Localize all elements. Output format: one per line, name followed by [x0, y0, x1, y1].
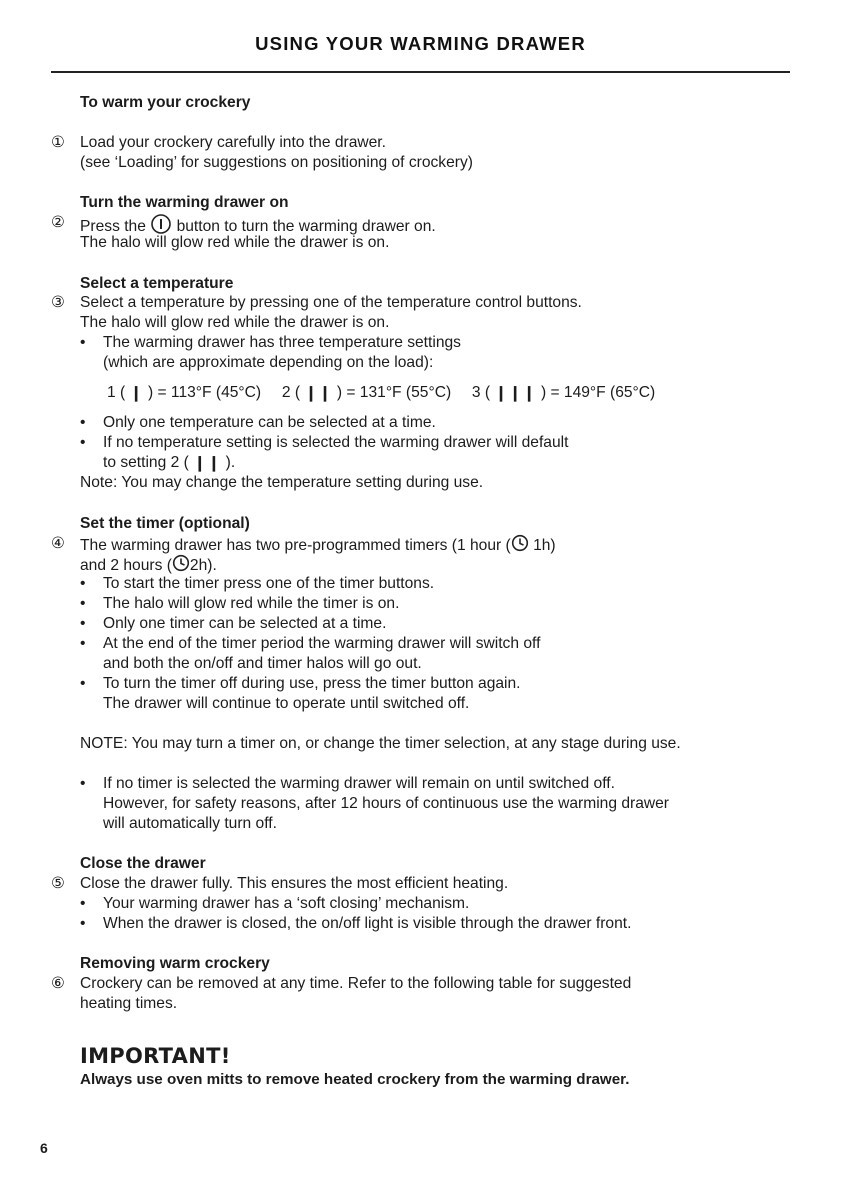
bullet: •	[80, 334, 86, 351]
remove-line1: Crockery can be removed at any time. Refer to the following table for suggested	[80, 975, 632, 992]
header-divider	[51, 71, 790, 73]
temp-bullet3-line2	[103, 453, 235, 474]
timer-bullet-cont: and both the on/off and timer halos will go out.	[103, 655, 422, 672]
close-bullet1: Your warming drawer has a ‘soft closing’ mechanism.	[103, 895, 470, 912]
step-number-2: ②	[51, 214, 65, 231]
step-number-1: ①	[51, 134, 65, 151]
bullet: •	[80, 434, 86, 451]
heading-close-drawer: Close the drawer	[80, 855, 206, 872]
step-number-4: ④	[51, 535, 65, 552]
timer-2h-label: 2h	[189, 557, 208, 575]
heading-warm-crockery: To warm your crockery	[80, 94, 251, 111]
setting1-prefix: 1 (	[107, 384, 126, 401]
clock-icon	[511, 534, 529, 558]
step3-line2: The halo will glow red while the drawer is on.	[80, 314, 390, 331]
page-title: USING YOUR WARMING DRAWER	[255, 33, 586, 54]
temp-note: Note: You may change the temperature setting during use.	[80, 474, 484, 491]
step-number-5: ⑤	[51, 875, 65, 892]
temp-level-2-icon: ❙❙	[304, 385, 333, 402]
heading-select-temperature: Select a temperature	[80, 275, 234, 292]
step3-line1: Select a temperature by pressing one of the temperature control buttons.	[80, 294, 582, 311]
timer-1h-label: 1h	[533, 537, 551, 555]
heading-turn-on: Turn the warming drawer on	[80, 194, 289, 211]
important-heading: IMPORTANT!	[80, 1044, 231, 1068]
temp-level-1-icon: ❙	[129, 385, 144, 402]
timer-note: NOTE: You may turn a timer on, or change the timer selection, at any stage during use.	[80, 735, 681, 752]
heading-removing-crockery: Removing warm crockery	[80, 955, 270, 972]
timer-extra-line: However, for safety reasons, after 12 hours of continuous use the warming drawer	[103, 795, 669, 812]
temp-bullet3-post: ).	[225, 454, 236, 471]
timer-extra-line: If no timer is selected the warming drawer will remain on until switched off.	[103, 775, 615, 792]
step2-text-b: button to turn the warming drawer on.	[176, 218, 436, 236]
step-number-6: ⑥	[51, 975, 65, 992]
timer-line1-close: )	[550, 537, 556, 555]
timer-line1-text: The warming drawer has two pre-programmed timers (1 hour (	[80, 537, 511, 555]
temp-level-2-icon: ❙❙	[193, 455, 222, 472]
temp-bullet1-line2: (which are approximate depending on the load):	[103, 354, 434, 371]
temp-bullet3-line1: If no temperature setting is selected the warming drawer will default	[103, 434, 569, 451]
setting2-prefix: 2 (	[281, 384, 301, 401]
step2-line2: The halo will glow red while the drawer is on.	[80, 234, 390, 251]
temp-level-3-icon: ❙❙❙	[494, 385, 537, 402]
bullet: •	[80, 615, 86, 632]
step1-line1: Load your crockery carefully into the drawer.	[80, 134, 386, 151]
timer-bullet: At the end of the timer period the warming drawer will switch off	[103, 635, 541, 652]
page-number: 6	[40, 1140, 48, 1156]
timer-extra-line: will automatically turn off.	[103, 815, 277, 832]
bullet: •	[80, 575, 86, 592]
temp-bullet1-line1: The warming drawer has three temperature settings	[103, 334, 461, 351]
temperature-settings-row	[107, 383, 655, 404]
setting1-value: ) = 113°F (45°C)	[147, 384, 262, 401]
setting3-value: ) = 149°F (65°C)	[540, 384, 656, 401]
close-bullet2: When the drawer is closed, the on/off light is visible through the drawer front.	[103, 915, 632, 932]
bullet: •	[80, 414, 86, 431]
step-number-3: ③	[51, 294, 65, 311]
bullet: •	[80, 915, 86, 932]
step2-text-a: Press the	[80, 218, 146, 236]
temp-bullet3-pre: to setting 2 (	[103, 454, 189, 471]
bullet: •	[80, 895, 86, 912]
timer-bullet: To turn the timer off during use, press the timer button again.	[103, 675, 521, 692]
heading-set-timer: Set the timer (optional)	[80, 515, 250, 532]
temp-bullet2: Only one temperature can be selected at a time.	[103, 414, 436, 431]
setting2-value: ) = 131°F (55°C)	[336, 384, 452, 401]
timer-bullet: The halo will glow red while the timer is on.	[103, 595, 400, 612]
bullet: •	[80, 675, 86, 692]
timer-bullet: To start the timer press one of the timer buttons.	[103, 575, 435, 592]
timer-line2-close: ).	[207, 557, 217, 575]
setting3-prefix: 3 (	[471, 384, 491, 401]
bullet: •	[80, 775, 86, 792]
step1-line2: (see ‘Loading’ for suggestions on positioning of crockery)	[80, 154, 473, 171]
timer-bullet-cont: The drawer will continue to operate until switched off.	[103, 695, 470, 712]
close-line1: Close the drawer fully. This ensures the most efficient heating.	[80, 875, 509, 892]
remove-line2: heating times.	[80, 995, 178, 1012]
bullet: •	[80, 595, 86, 612]
timer-bullet: Only one timer can be selected at a time.	[103, 615, 387, 632]
important-text: Always use oven mitts to remove heated crockery from the warming drawer.	[80, 1071, 630, 1088]
bullet: •	[80, 635, 86, 652]
timer-line2-text: and 2 hours (	[80, 557, 172, 575]
